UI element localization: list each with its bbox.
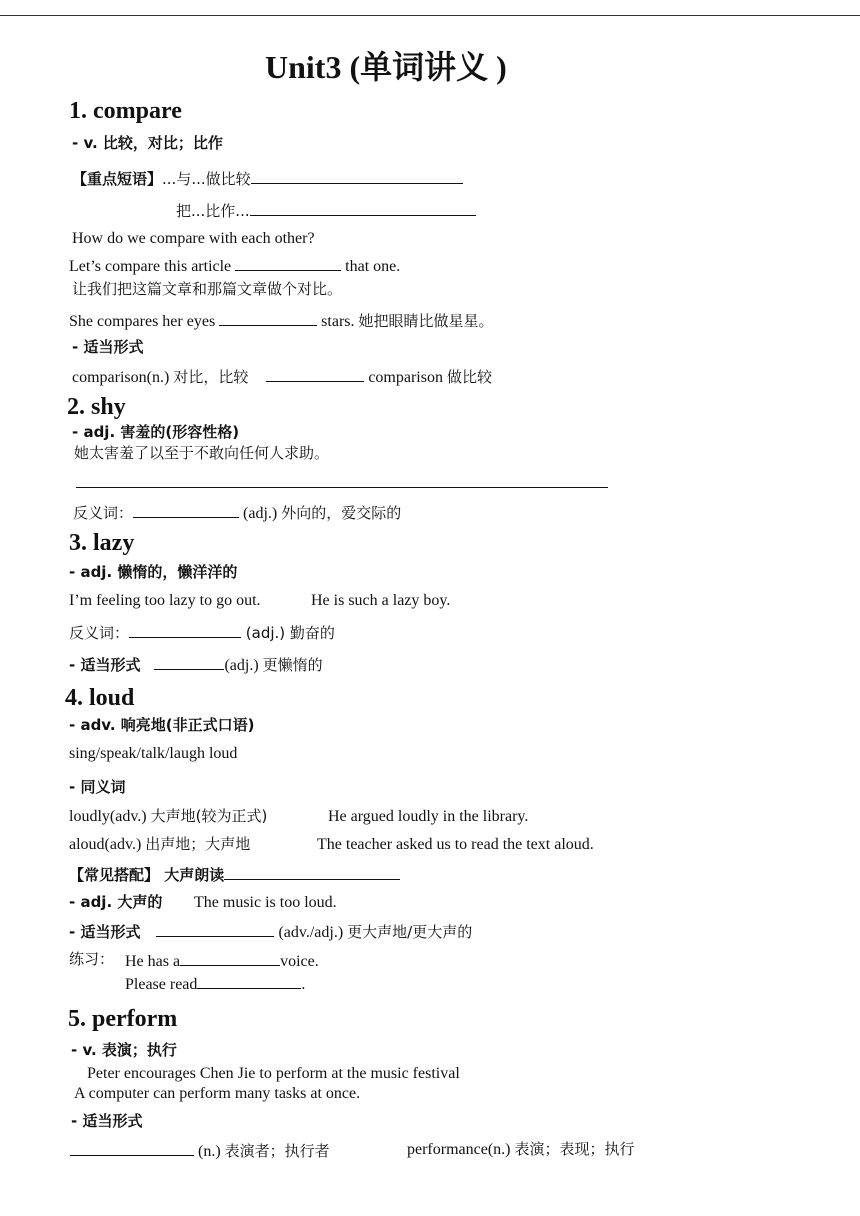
phrase-tag: 【重点短语】	[72, 170, 163, 188]
practice-text: Please read	[125, 976, 198, 993]
answer-blank[interactable]	[235, 256, 341, 271]
synonym-word: aloud(adv.)	[69, 836, 146, 853]
form-meaning: 更大声地/更大声的	[347, 923, 473, 941]
antonym-meaning: (adj.) 勤奋的	[241, 624, 335, 642]
answer-blank[interactable]	[219, 311, 317, 326]
synonym-word: loudly(adv.)	[69, 808, 151, 825]
form-pos: (n.)	[194, 1143, 225, 1160]
practice-text-end: .	[301, 976, 306, 993]
form-row-2	[407, 1141, 635, 1159]
answer-blank[interactable]	[129, 623, 241, 638]
form-meaning: 更懒惰的	[262, 656, 323, 674]
synonym-meaning: 出声地；大声地	[145, 835, 251, 853]
antonym-label: 反义词：	[69, 624, 130, 642]
title-close: )	[488, 49, 507, 85]
page-title	[265, 50, 507, 85]
form-row	[69, 922, 472, 942]
example-2-text-end: that one.	[341, 258, 401, 275]
answer-blank[interactable]	[251, 169, 463, 184]
antonym-row	[69, 623, 335, 642]
form-meaning: 对比，比较	[173, 368, 249, 386]
word-heading-perform: 5. perform	[68, 1006, 178, 1032]
form-meaning: 表演；表现；执行	[514, 1140, 635, 1158]
example-cn: 她太害羞了以至于不敢向任何人求助。	[74, 446, 330, 462]
example-1: How do we compare with each other?	[72, 230, 315, 247]
answer-blank[interactable]	[197, 974, 301, 989]
synonym-meaning: 大声地(较为正式)	[150, 807, 268, 825]
answer-blank[interactable]	[154, 655, 224, 670]
synonym-1-example: He argued loudly in the library.	[328, 808, 529, 825]
form-pos: (adj.)	[224, 657, 263, 674]
answer-blank[interactable]	[70, 1141, 194, 1156]
synonym-heading: - 同义词	[69, 778, 126, 796]
practice-text: He has a	[125, 953, 181, 970]
form-row	[70, 1141, 330, 1161]
phrase-2: 把...比作...	[176, 202, 250, 220]
example-3-text-end: stars.	[317, 313, 359, 330]
answer-blank[interactable]	[224, 865, 400, 880]
adj-heading: - adj. 大声的	[69, 893, 163, 911]
form-pos: (adv./adj.)	[274, 924, 348, 941]
phrase-row-2	[176, 201, 476, 220]
answer-blank[interactable]	[133, 503, 239, 518]
phrase-1: ...与...做比较	[162, 170, 251, 188]
collocation-text: 大声朗读	[159, 866, 225, 884]
word-heading-compare: 1. compare	[69, 98, 182, 124]
adj-row	[69, 894, 162, 912]
form-word: performance(n.)	[407, 1141, 515, 1158]
word-heading-loud: 4. loud	[65, 685, 135, 711]
pos-lazy: - adj. 懒惰的，懒洋洋的	[69, 563, 238, 581]
antonym-row	[73, 503, 401, 523]
form-heading: - 适当形式	[69, 656, 141, 674]
form-heading: - 适当形式	[71, 1112, 143, 1130]
word-heading-lazy: 3. lazy	[69, 530, 135, 556]
pos-compare: - v. 比较，对比；比作	[72, 134, 223, 152]
example-3-translation: 她把眼睛比做星星。	[358, 312, 494, 330]
header-rule	[0, 15, 860, 16]
practice-1	[125, 951, 319, 971]
adj-example: The music is too loud.	[194, 894, 337, 911]
title-en: Unit3 (	[265, 49, 361, 85]
form-meaning: 表演者；执行者	[224, 1142, 330, 1160]
form-heading: - 适当形式	[69, 923, 141, 941]
form-heading: - 适当形式	[72, 338, 144, 356]
example-2	[69, 256, 400, 276]
practice-text-end: voice.	[280, 953, 319, 970]
form-word: comparison	[364, 369, 447, 386]
example: sing/speak/talk/laugh loud	[69, 745, 238, 762]
pos-loud: - adv. 响亮地(非正式口语)	[69, 716, 255, 734]
example-1: Peter encourages Chen Jie to perform at the music festival	[87, 1065, 460, 1082]
example-2-text: Let’s compare this article	[69, 258, 236, 275]
answer-blank[interactable]	[180, 951, 280, 966]
antonym-pos: (adj.)	[239, 505, 282, 522]
example-3	[69, 311, 494, 331]
example-3-text: She compares her eyes	[69, 313, 220, 330]
pos-shy: - adj. 害羞的(形容性格)	[72, 423, 240, 441]
translation-answer-line[interactable]	[76, 487, 608, 488]
antonym-meaning: 外向的，爱交际的	[281, 504, 402, 522]
synonym-2-example: The teacher asked us to read the text aloud.	[317, 836, 594, 853]
practice-2	[125, 974, 305, 994]
form-row	[72, 367, 492, 387]
answer-blank[interactable]	[250, 201, 476, 216]
collocation-row	[69, 865, 400, 884]
practice-label: 练习：	[69, 950, 115, 968]
phrase-row-1	[72, 169, 463, 188]
example-2: A computer can perform many tasks at once.	[74, 1085, 361, 1102]
form-row	[69, 655, 323, 675]
synonym-2	[69, 836, 250, 854]
example-2-translation: 让我们把这篇文章和那篇文章做个对比。	[72, 280, 343, 298]
collocation-tag: 【常见搭配】	[69, 866, 160, 884]
word-heading-shy: 2. shy	[67, 394, 126, 420]
title-cn: 单词讲义	[360, 48, 489, 86]
answer-blank[interactable]	[266, 367, 364, 382]
pos-perform: - v. 表演；执行	[71, 1041, 177, 1059]
example-1: I’m feeling too lazy to go out.	[69, 592, 261, 609]
synonym-1	[69, 808, 267, 826]
form-meaning: 做比较	[446, 368, 492, 386]
antonym-label: 反义词：	[73, 504, 134, 522]
form-word: comparison(n.)	[72, 369, 174, 386]
example-2: He is such a lazy boy.	[311, 592, 451, 609]
answer-blank[interactable]	[156, 922, 274, 937]
